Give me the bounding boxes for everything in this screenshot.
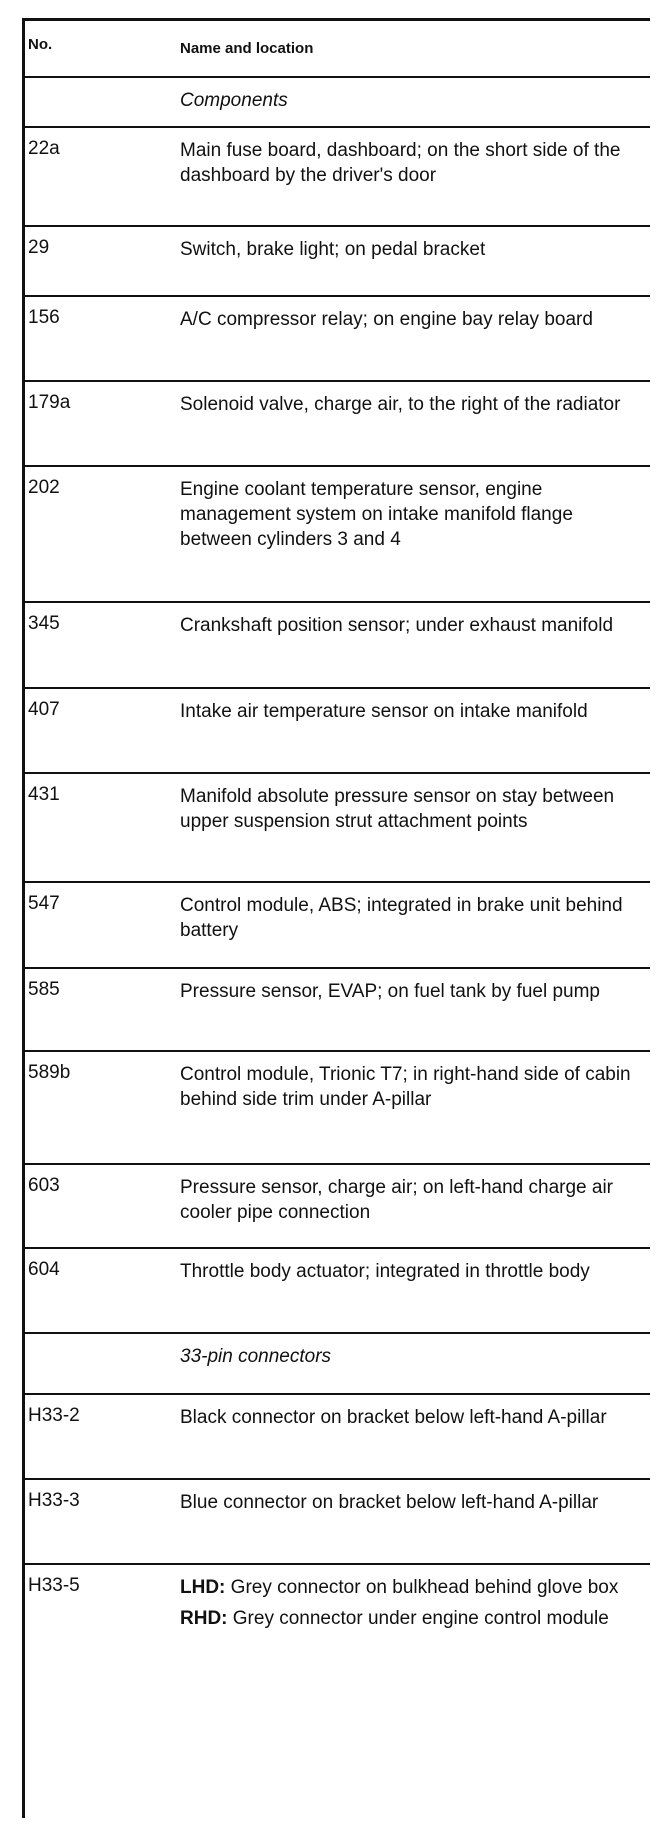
header-no: No.	[28, 36, 53, 53]
row-description: Throttle body actuator; integrated in throttle body	[180, 1261, 590, 1282]
table-row	[25, 1165, 650, 1249]
row-number: 603	[28, 1175, 60, 1196]
row-number: 202	[28, 477, 60, 498]
row-description: Solenoid valve, charge air, to the right of the radiator	[180, 394, 621, 415]
row-number: 179a	[28, 392, 71, 413]
row-description: Pressure sensor, EVAP; on fuel tank by fuel pump	[180, 981, 600, 1002]
table-row	[25, 689, 650, 774]
table-row	[25, 1395, 650, 1480]
table-row	[25, 1052, 650, 1165]
rhd-label: RHD:	[180, 1608, 228, 1629]
rhd-text: Grey connector under engine control module	[227, 1608, 609, 1629]
row-number: H33-3	[28, 1490, 80, 1511]
row-number: 407	[28, 699, 60, 720]
row-description: Main fuse board, dashboard; on the short side of the dashboard by the driver's door	[180, 140, 621, 186]
table-row	[25, 297, 650, 382]
row-number: 345	[28, 613, 60, 634]
row-number: 22a	[28, 138, 60, 159]
table-row	[25, 467, 650, 603]
table-row	[25, 1565, 650, 1705]
table-row	[25, 603, 650, 689]
row-number: 431	[28, 784, 60, 805]
lhd-text: Grey connector on bulkhead behind glove box	[225, 1577, 619, 1598]
section-title-components: Components	[180, 90, 288, 111]
table-header-row	[25, 21, 650, 78]
row-number: 589b	[28, 1062, 71, 1083]
row-description: Pressure sensor, charge air; on left-hand charge air cooler pipe connection	[180, 1177, 614, 1223]
row-number: H33-2	[28, 1405, 80, 1426]
table-row	[25, 774, 650, 883]
row-description: Black connector on bracket below left-hand A-pillar	[180, 1407, 607, 1428]
row-number: H33-5	[28, 1575, 80, 1596]
header-name-location: Name and location	[180, 40, 314, 57]
table-row	[25, 969, 650, 1052]
row-description: Manifold absolute pressure sensor on stay between upper suspension strut attachment points	[180, 786, 615, 832]
section-row-components	[25, 78, 650, 128]
row-description: Blue connector on bracket below left-hand A-pillar	[180, 1492, 599, 1513]
lhd-label: LHD:	[180, 1577, 226, 1598]
connector-location-table	[22, 18, 650, 1818]
row-description: Engine coolant temperature sensor, engine management system on intake manifold flange between cylinders 3 and 4	[180, 479, 573, 550]
row-description: Control module, ABS; integrated in brake unit behind battery	[180, 895, 623, 941]
row-description: A/C compressor relay; on engine bay relay board	[180, 309, 593, 330]
section-row-connectors	[25, 1334, 650, 1395]
lhd-entry	[180, 1575, 646, 1600]
table-row	[25, 382, 650, 467]
row-description: Crankshaft position sensor; under exhaust manifold	[180, 615, 614, 636]
row-number: 585	[28, 979, 60, 1000]
table-row	[25, 1249, 650, 1334]
table-row	[25, 1480, 650, 1565]
row-number: 604	[28, 1259, 60, 1280]
row-number: 29	[28, 237, 50, 258]
table-row	[25, 883, 650, 969]
table-row	[25, 227, 650, 297]
row-number: 547	[28, 893, 60, 914]
table-row	[25, 128, 650, 227]
row-description: Intake air temperature sensor on intake manifold	[180, 701, 588, 722]
section-title-connectors: 33-pin connectors	[180, 1346, 332, 1367]
row-description: Control module, Trionic T7; in right-hand side of cabin behind side trim under A-pillar	[180, 1064, 631, 1110]
rhd-entry	[180, 1606, 646, 1631]
row-description: Switch, brake light; on pedal bracket	[180, 239, 486, 260]
row-description	[180, 1575, 646, 1631]
row-number: 156	[28, 307, 60, 328]
